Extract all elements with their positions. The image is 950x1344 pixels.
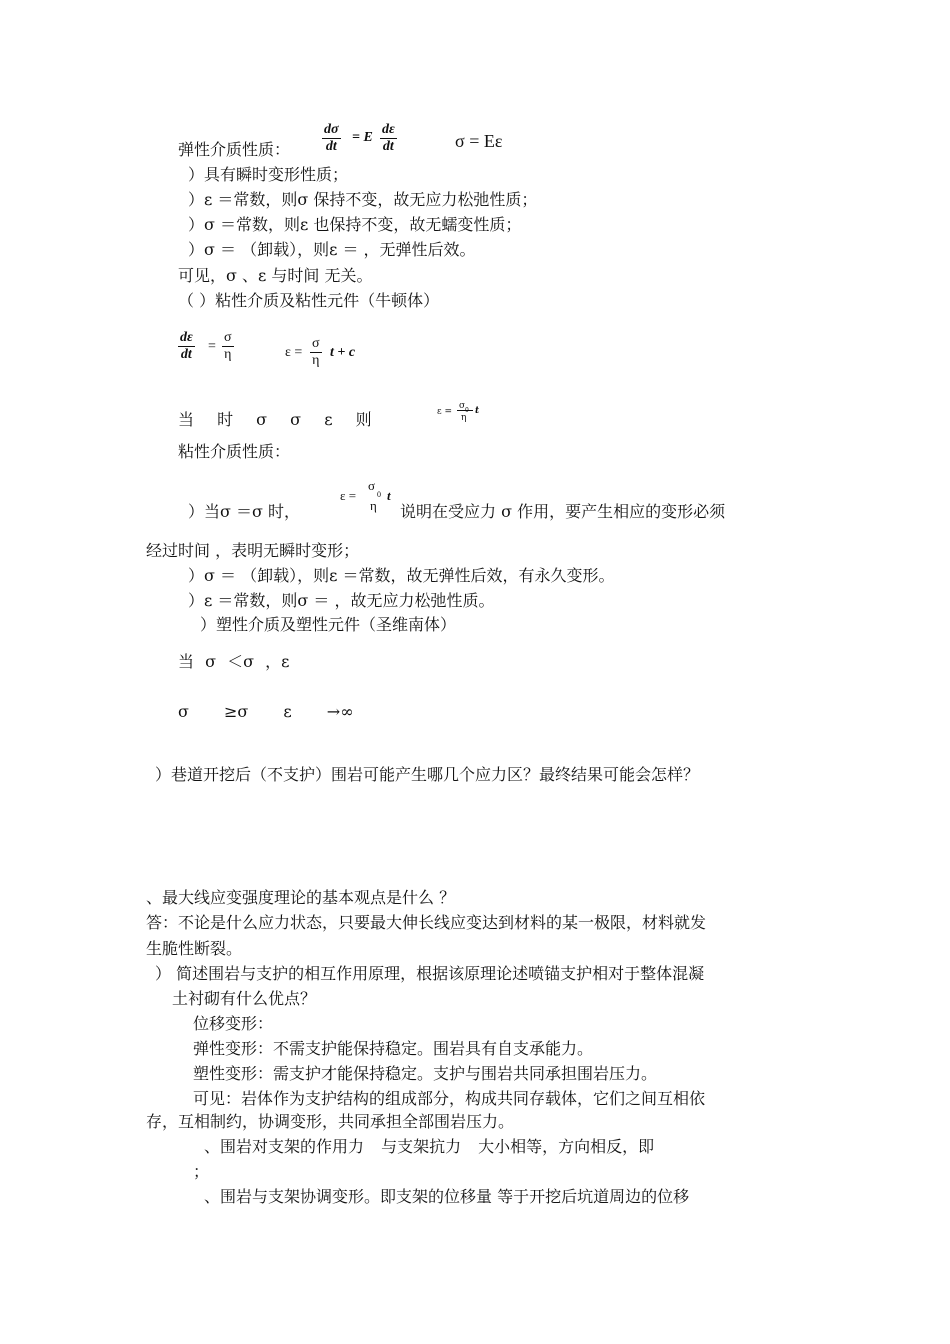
question-support-2: 土衬砌有什么优点？ <box>172 989 317 1008</box>
viscous-props-heading: 粘性介质性质： <box>178 442 291 461</box>
viscous-when-line: 当 时 σ σ ε 则 <box>178 410 372 429</box>
question-tunnel: ）巷道开挖后（不支护）围岩可能产生哪几个应力区？最终结果可能会怎样？ <box>155 765 700 784</box>
eq-den: dt <box>325 139 337 154</box>
support-line-1: 位移变形： <box>193 1014 274 1033</box>
eq-den: dt <box>180 347 192 362</box>
support-line-8: 、围岩与支架协调变形。即支架的位移量 等于开挖后坑道周边的位移 <box>204 1187 690 1206</box>
eq-t: t <box>387 488 391 503</box>
viscous-prop-3: ）ε ＝常数，则σ ＝ ，故无应力松弛性质。 <box>188 591 495 610</box>
eq-sub: 0 <box>377 490 381 499</box>
elastic-conclusion: 可见，σ 、ε 与时间 无关。 <box>178 266 373 285</box>
plastic-line-2: σ ≥σ ε →∞ <box>178 702 354 721</box>
eq-num: σ <box>224 330 232 345</box>
eq-num: σ <box>312 336 320 351</box>
support-line-6: 、围岩对支架的作用力 与支架抗力 大小相等，方向相反，即 <box>204 1137 655 1156</box>
viscous-heading: （ ）粘性介质及粘性元件（牛顿体） <box>178 291 440 310</box>
eq-den: dt <box>382 139 394 154</box>
eq-num: σ <box>368 478 376 493</box>
elastic-heading: 弹性介质性质： <box>178 140 291 159</box>
eq-left: ε = <box>437 407 453 417</box>
eq-sigma-eta <box>222 330 234 363</box>
eq-depsilon-dt-viscous <box>178 330 195 363</box>
eq-t: t <box>475 406 480 416</box>
eq-den: η <box>461 413 467 423</box>
plastic-heading: ）塑性介质及塑性元件（圣维南体） <box>200 615 457 634</box>
viscous-prop-1-cont: 经过时间 ，表明无瞬时变形； <box>146 541 360 560</box>
plastic-line-1: 当 σ ＜σ ，ε <box>178 652 290 671</box>
eq-den: η <box>312 353 320 368</box>
eq-num: σ <box>459 401 466 411</box>
support-line-2: 弹性变形：不需支护能保持稳定。围岩具有自支承能力。 <box>193 1039 594 1058</box>
answer-strain-1: 答：不论是什么应力状态，只要最大伸长线应变达到材料的某一极限，材料就发 <box>146 913 707 932</box>
eq-den: η <box>224 347 232 362</box>
elastic-prop-2: ）ε ＝常数，则σ 保持不变，故无应力松弛性质； <box>188 190 538 209</box>
eq-num: dε <box>382 122 395 137</box>
question-support-1: ） 简述围岩与支护的相互作用原理，根据该原理论述喷锚支护相对于整体混凝 <box>155 964 705 983</box>
eq-depsilon-dt <box>380 122 397 155</box>
eq2-left: ε = <box>285 345 303 360</box>
eq-num: dσ <box>324 122 339 137</box>
fraction-bar <box>457 410 473 411</box>
hooke-law: σ = Eε <box>455 131 503 151</box>
eq-sub: 0 <box>465 407 469 414</box>
eq2-frac <box>310 336 322 369</box>
eq-den: η <box>370 498 377 513</box>
q1-equation <box>340 478 400 518</box>
support-line-3: 塑性变形：需支护才能保持稳定。支护与围岩共同承担围岩压力。 <box>193 1064 658 1083</box>
support-line-4: 可见：岩体作为支护结构的组成部分，构成共同存载体，它们之间互相依 <box>193 1089 706 1108</box>
eq-equals-e: = E <box>352 130 373 145</box>
eq-dsigma-dt <box>322 122 341 155</box>
elastic-prop-3: ）σ ＝常数，则ε 也保持不变，故无蠕变性质； <box>188 215 522 234</box>
eq-num: dε <box>180 330 193 345</box>
eq-equals: = <box>208 339 216 354</box>
question-strain-theory: 、最大线应变强度理论的基本观点是什么 ？ <box>146 888 456 907</box>
support-line-7: ； <box>193 1162 210 1181</box>
elastic-prop-1: ）具有瞬时变形性质； <box>188 165 349 184</box>
viscous-prop-2: ）σ ＝ （卸载），则ε ＝常数，故无弹性后效，有永久变形。 <box>188 566 615 585</box>
viscous-prop-1-left: ）当σ ＝σ 时， <box>188 502 301 521</box>
answer-strain-2: 生脆性断裂。 <box>146 939 243 958</box>
support-line-5: 存，互相制约，协调变形，共同承担全部围岩压力。 <box>146 1112 515 1131</box>
elastic-prop-4: ）σ ＝ （卸载），则ε ＝ ，无弹性后效。 <box>188 240 476 259</box>
viscous-prop-1-right: 说明在受应力 σ 作用，要产生相应的变形必须 <box>400 502 726 521</box>
eq-left: ε = <box>340 488 357 503</box>
eq2-tail: t + c <box>330 345 356 360</box>
